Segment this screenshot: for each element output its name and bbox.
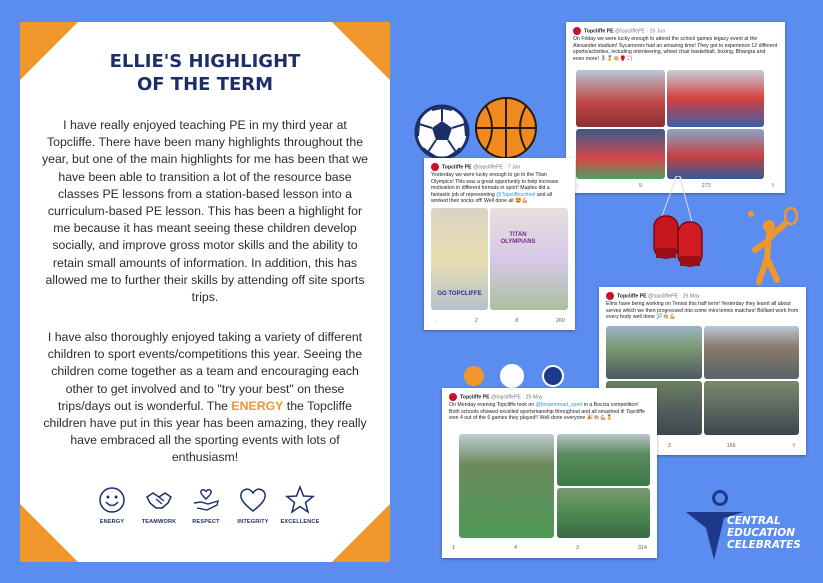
energy-highlight: ENERGY [231, 398, 284, 413]
tweet-text: Elms have being working on Tennis this half term! Yesterday they learnt all about serves which we then progressed into some mini tennis matches! Brilliant work from every body well done 🎾👏🏼💪🏼 [606, 301, 799, 321]
tweet-header [431, 163, 570, 171]
tweet-photo[interactable] [667, 70, 764, 127]
tweet-handle: @topcliffePE · 25 May [491, 394, 543, 401]
retweet-count[interactable]: 4 [513, 545, 517, 551]
reply-count[interactable]: 1 [452, 545, 456, 551]
value-teamwork [135, 485, 183, 525]
value-integrity [229, 485, 277, 525]
boxing-gloves-icon [648, 176, 708, 281]
like-count[interactable]: 8 [515, 318, 519, 324]
tweet-author: Topcliffe PE [442, 164, 472, 171]
photo-caption: GO TOPCLIFFE [437, 291, 482, 297]
tweet-author: Topcliffe PE [617, 293, 647, 300]
tweet-author: Topcliffe PE [584, 28, 614, 35]
value-label: EXCELLENCE [280, 519, 320, 525]
tweet-card[interactable] [442, 388, 657, 558]
tweet-handle: @topcliffePE · 26 May [648, 293, 700, 300]
tweet-handle: @topcliffePE · 26 Jun [615, 28, 666, 35]
heart-icon [238, 485, 268, 515]
school-values [88, 485, 328, 545]
paragraph-1: I have really enjoyed teaching PE in my third year at Topcliffe. There have been many highlights throughout the year, but one of the main highlights for me has been that we have been able to transition a lot of the resource base classes PE lessons from a station-based lesson into a curriculum-based PE lesson. This has been a highlight for me because it has meant seeing these children develop socially, and improve gross motor skills and the ability to retain small amounts of information. In addition, this has allowed me to further their skills by attending off site sports trips. [41, 118, 369, 305]
like-count[interactable]: 166 [726, 443, 736, 449]
paragraph-2 [40, 329, 370, 467]
share-icon[interactable]: ⇧ [791, 443, 796, 449]
tweet-text [449, 402, 650, 422]
mention-link[interactable]: @brownmead_sport [535, 402, 583, 408]
like-count[interactable]: 3 [575, 545, 579, 551]
tweet-text-part: in a Boccia competition! Both schools showed excelled sportsmanship throughout and all smashed it! Topcliffe won 4 out of the 6 games they played!! Well done everyone 🎉👏🏼💪🏼🥇 [449, 402, 645, 422]
value-label: ENERGY [99, 519, 125, 525]
avatar [431, 163, 439, 171]
retweet-count[interactable]: 2 [474, 318, 478, 324]
mention-link[interactable]: @Topcliffeschool [496, 191, 536, 198]
tweet-photo[interactable] [431, 208, 488, 310]
tweet-photo[interactable] [557, 434, 650, 486]
tweet-stats [452, 545, 647, 551]
poster-title-line1: ELLIE'S HIGHLIGHT [109, 51, 301, 72]
decorative-dot [500, 364, 524, 388]
view-count[interactable]: 314 [637, 545, 647, 551]
reply-icon[interactable]: ◌ [576, 183, 580, 189]
paragraph-2-text: I have also thoroughly enjoyed taking a variety of different children to sport events/competitions this year. Seeing the children come together as a team and encouraging each other to get involved and to "try your best" on these trips/days out is wonderful. The [47, 330, 363, 413]
value-label: TEAMWORK [141, 519, 177, 525]
value-excellence [276, 485, 324, 525]
tweet-text-part: and all worked their socks off! Well done all 🤩💪🏼 [431, 191, 553, 205]
share-icon[interactable]: ⇧ [770, 183, 775, 189]
tweet-photo[interactable] [459, 434, 554, 538]
retweet-count[interactable]: 3 [667, 443, 671, 449]
tweet-stats [434, 318, 565, 324]
smiley-icon [97, 485, 127, 515]
hand-heart-icon [191, 485, 221, 515]
tweet-card[interactable] [424, 158, 575, 330]
star-icon [285, 485, 315, 515]
view-count[interactable]: 260 [555, 318, 565, 324]
poster-title-line2: OF THE TERM [136, 74, 274, 95]
avatar [573, 27, 581, 35]
value-energy [88, 485, 136, 525]
tweet-handle: @topcliffePE · 7 Jun [473, 164, 521, 171]
value-respect [182, 485, 230, 525]
tweet-header [573, 27, 780, 35]
logo-line1: CENTRAL [727, 515, 781, 527]
tweet-photo[interactable] [606, 326, 702, 379]
tweet-photo[interactable] [576, 129, 665, 179]
tweet-photo[interactable] [704, 326, 799, 379]
tweet-photo[interactable] [704, 381, 799, 435]
like-count[interactable]: 273 [701, 183, 711, 189]
photo-caption: TITAN OLYMPIANS [500, 232, 536, 245]
value-label: RESPECT [192, 519, 220, 525]
corner-decoration [20, 504, 78, 562]
tweet-header [606, 292, 801, 300]
highlight-poster [20, 22, 390, 562]
tweet-photo[interactable] [557, 488, 650, 538]
handshake-icon [144, 485, 174, 515]
tweet-header [449, 393, 652, 401]
tweet-photo[interactable] [576, 70, 665, 127]
logo-line3: CELEBRATES [727, 539, 801, 551]
tennis-player-icon [743, 206, 803, 296]
tweet-card[interactable] [566, 22, 785, 193]
football-icon [414, 104, 470, 160]
poster-title [20, 50, 390, 96]
retweet-count[interactable]: 9 [638, 183, 642, 189]
tweet-photo[interactable] [490, 208, 568, 310]
tweet-text: On Friday we were lucky enough to attend the school games legacy event at the Alexander stadium! Sycamores had an amazing time! They got to experience 12 different sports/activities, including orienteering, wheel chair basketball, boxing, Bhangra and even more! 🏃‍♀️🥇👏🏼🥊🏹 [573, 36, 778, 62]
tweet-text [431, 172, 568, 205]
basketball-icon [474, 96, 538, 160]
decorative-dot [542, 365, 564, 387]
value-label: INTEGRITY [237, 519, 269, 525]
logo-text [727, 515, 815, 551]
logo-line2: EDUCATION [727, 527, 796, 539]
reply-icon[interactable]: ◌ [434, 318, 438, 324]
tweet-text-part: On Monday evening Topcliffe took on [449, 402, 536, 408]
paragraph-2-text-end: the Topcliffe children have put in this year has been amazing, they really have embraced all the sporting events with lots of enthusiasm! [43, 398, 367, 465]
avatar [606, 292, 614, 300]
tweet-photo[interactable] [667, 129, 764, 179]
tweet-text-part: Yesterday we were lucky enough to go to the Titan Olympics! This was a great opportunity to help increase motivation in different formats in sport! Maples did a fantastic job of representing [431, 172, 559, 198]
avatar [449, 393, 457, 401]
tweet-author: Topcliffe PE [460, 394, 490, 401]
decorative-dot [464, 366, 484, 386]
corner-decoration [332, 504, 390, 562]
